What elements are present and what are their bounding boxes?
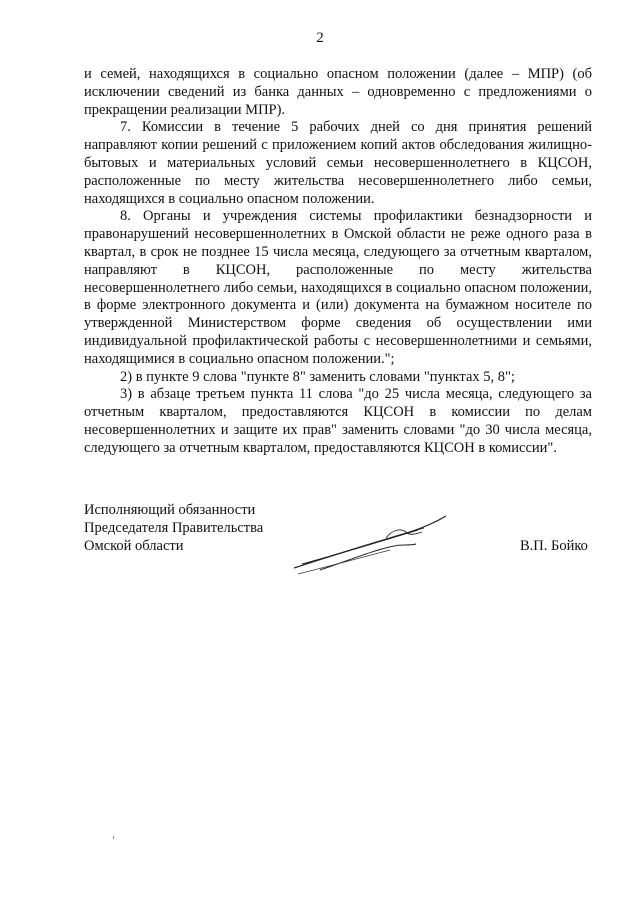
paragraph-item-7: 7. Комиссии в течение 5 рабочих дней со дня принятия решений направляют копии решений с приложением копий актов обследования жилищно-бытовых и материальных условий семьи несовершеннолетнего в КЦСОН, расположенные по месту жительства несовершеннолетнего либо семьи, находящихся в социально опасном положении. [84,119,592,207]
paragraph-item-8: 8. Органы и учреждения системы профилактики безнадзорности и правонарушений несовершеннолетних в Омской области не реже одного раза в квартал, в срок не позднее 15 числа месяца, следующего за отчетным кварталом, направляют в КЦСОН, расположенные по месту жительства несовершеннолетнего либо семьи, находящихся в социально опасном положении, в форме электронного документа и (или) документа на бумажном носителе по утвержденной Министерством форме сведения об осуществлении ими индивидуальной профилактической работы с несовершеннолетними и семьями, находящимися в социально опасном положении."; [84,208,592,367]
signatory-name: В.П. Бойко [520,538,588,554]
handwritten-signature [290,510,450,580]
paragraph-continuation: и семей, находящихся в социально опасном положении (далее – МПР) (об исключении сведений из банка данных – одновременно с предложениями о прекращении реализации МПР). [84,66,592,118]
paragraph-amendment-2: 2) в пункте 9 слова "пункте 8" заменить словами "пунктах 5, 8"; [120,368,515,385]
signatory-title-line: Омской области [84,537,184,554]
signatory-title-line: Исполняющий обязанности [84,502,256,518]
signatory-title-line: Председателя Правительства [84,519,264,536]
page-number: 2 [316,30,324,46]
paragraph-amendment-3: 3) в абзаце третьем пункта 11 слова "до 25 числа месяца, следующего за отчетным кварталом, предоставляются КЦСОН в комиссии по делам несовершеннолетних и защите их прав" заменить словами "до 30 числа месяца, следующего за отчетным кварталом, предоставляются КЦСОН в комиссии". [84,386,592,456]
document-body [84,66,592,458]
scan-artifact [113,836,114,839]
